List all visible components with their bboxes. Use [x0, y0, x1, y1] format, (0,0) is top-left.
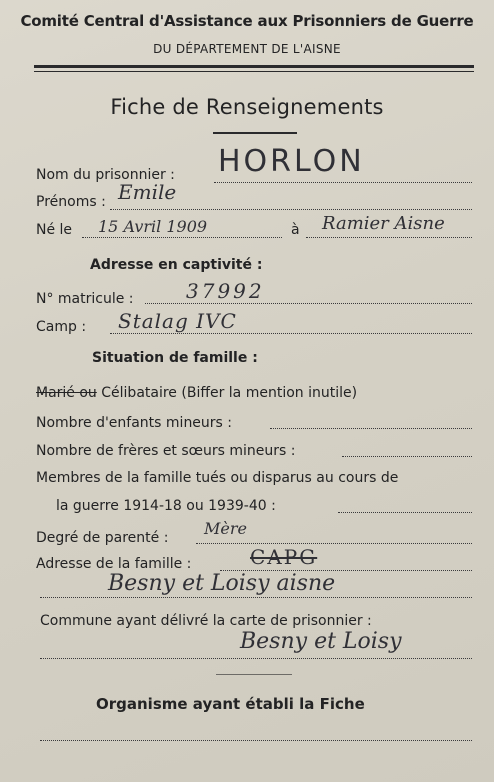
freres-line	[342, 456, 472, 457]
commune-label: Commune ayant délivré la carte de prisonnier :	[40, 613, 372, 629]
organisme-heading: Organisme ayant établi la Fiche	[96, 695, 365, 713]
prenoms-value: Emile	[118, 180, 177, 204]
ne-lieu-line	[306, 237, 472, 238]
ne-date-value: 15 Avril 1909	[98, 217, 208, 236]
nom-label: Nom du prisonnier :	[36, 167, 175, 183]
camp-value: Stalag IVC	[118, 309, 237, 333]
title-underline	[213, 132, 297, 134]
matricule-value: 37992	[186, 279, 265, 303]
camp-label: Camp :	[36, 319, 87, 335]
organization-header: Comité Central d'Assistance aux Prisonniers de Guerre	[20, 12, 474, 30]
celibataire-option: Célibataire	[101, 385, 177, 401]
freres-label: Nombre de frères et sœurs mineurs :	[36, 443, 296, 459]
adresse-famille-label: Adresse de la famille :	[36, 556, 192, 572]
ne-label: Né le	[36, 222, 73, 238]
degre-value: Mère	[204, 519, 247, 538]
degre-label: Degré de parenté :	[36, 530, 169, 546]
adresse-famille-value: Besny et Loisy aisne	[108, 571, 336, 596]
enfants-line	[270, 428, 472, 429]
header-rule-thick	[34, 65, 474, 68]
footer-short-rule	[216, 674, 292, 675]
ne-lieu-value: Ramier Aisne	[322, 213, 445, 234]
membres-line	[338, 512, 472, 513]
prenoms-label: Prénoms :	[36, 194, 106, 210]
situation-famille-heading: Situation de famille :	[92, 350, 258, 366]
marital-status-row	[36, 385, 357, 401]
prenoms-line	[110, 209, 472, 210]
organisme-line	[40, 740, 472, 741]
ne-date-line	[82, 237, 282, 238]
marie-option: Marié ou	[36, 385, 97, 401]
header-rule-thin	[34, 71, 474, 72]
nom-value: HORLON	[218, 144, 365, 179]
biffer-instruction: (Biffer la mention inutile)	[181, 385, 358, 401]
adresse-famille-struck: CAPG	[250, 545, 318, 569]
enfants-label: Nombre d'enfants mineurs :	[36, 415, 233, 431]
nom-line	[214, 182, 472, 183]
adresse-captivite-heading: Adresse en captivité :	[90, 257, 263, 273]
adresse-famille-line-2	[40, 597, 472, 598]
camp-line	[110, 333, 472, 334]
degre-line	[196, 543, 472, 544]
a-label: à	[291, 222, 300, 238]
matricule-line	[145, 303, 472, 304]
membres-label-1: Membres de la famille tués ou disparus au cours de	[36, 470, 399, 486]
commune-line	[40, 658, 472, 659]
commune-value: Besny et Loisy	[240, 629, 402, 654]
page-title: Fiche de Renseignements	[110, 95, 384, 119]
membres-label-2: la guerre 1914-18 ou 1939-40 :	[56, 498, 276, 514]
matricule-label: N° matricule :	[36, 291, 134, 307]
department-header: DU DÉPARTEMENT DE L'AISNE	[153, 42, 341, 56]
